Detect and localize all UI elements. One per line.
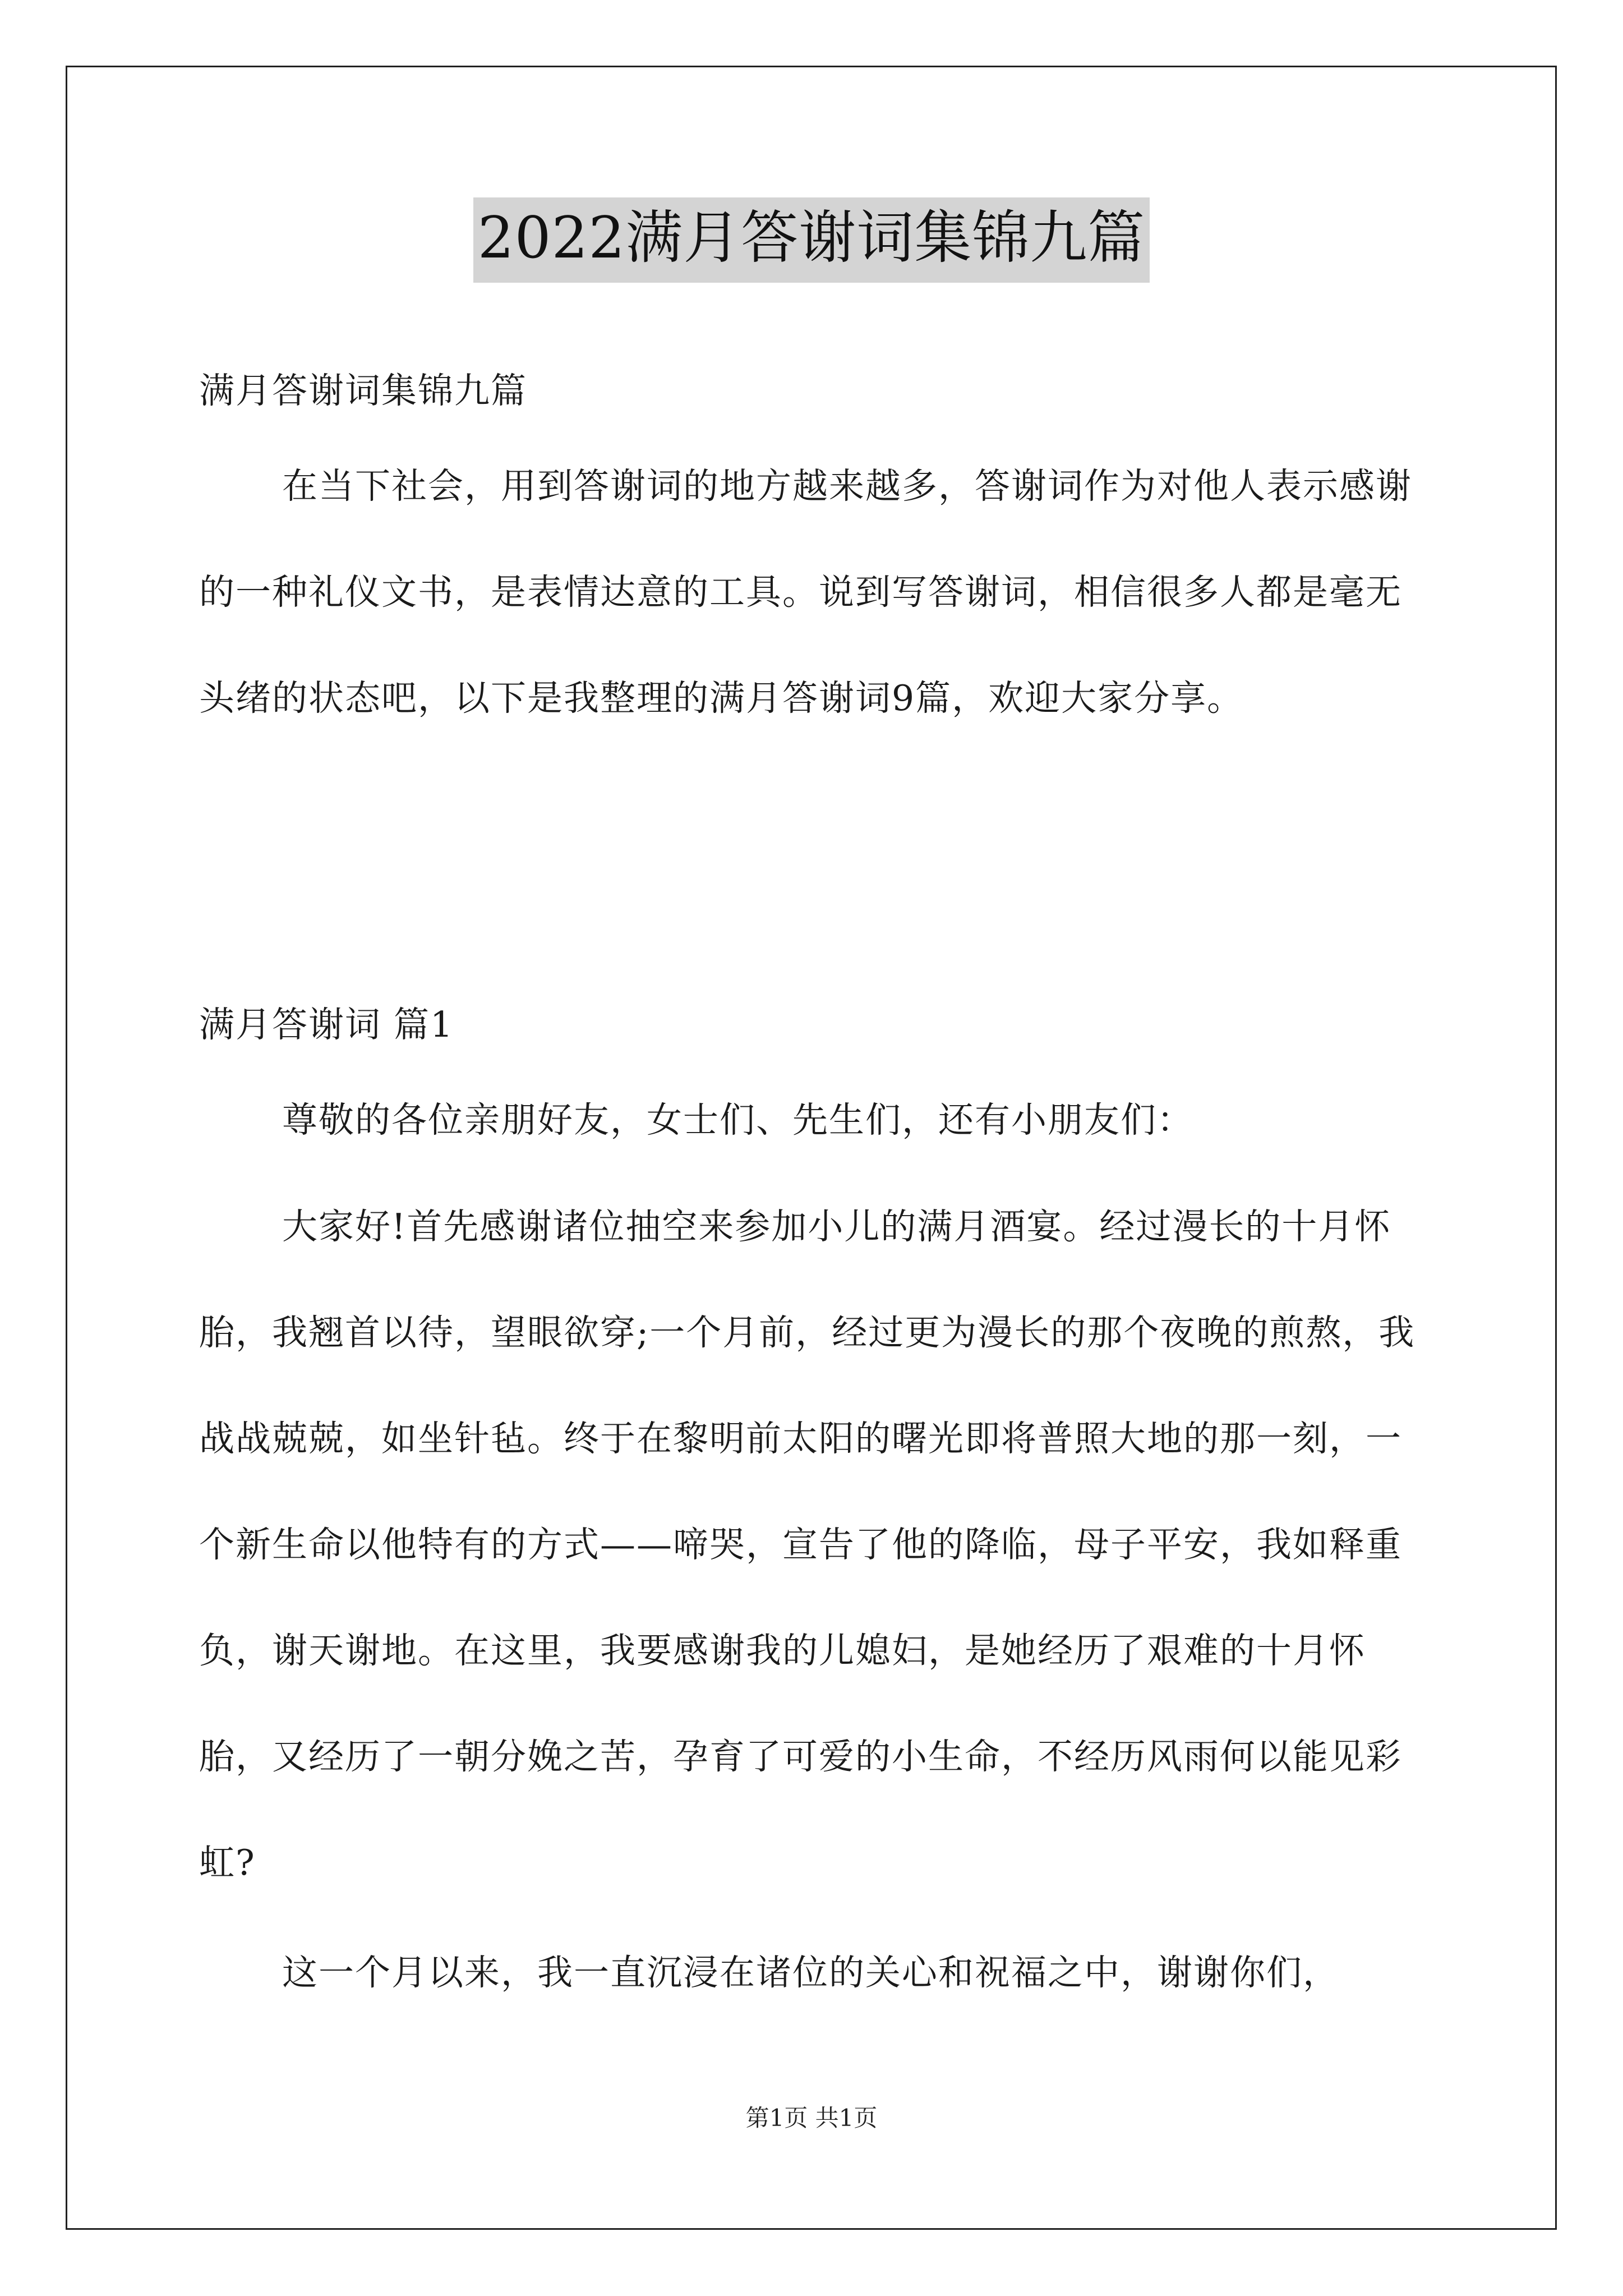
title-container [0,197,1623,283]
salutation-paragraph: 尊敬的各位亲朋好友，女士们、先生们，还有小朋友们： [282,1099,1193,1140]
page-number-footer: 第1页 共1页 [745,2104,878,2132]
document-title: 2022满月答谢词集锦九篇 [473,197,1150,283]
document-subtitle: 满月答谢词集锦九篇 [199,370,527,411]
intro-paragraph: 在当下社会，用到答谢词的地方越来越多，答谢词作为对他人表示感谢的一种礼仪文书，是表情达意的工具。说到写答谢词，相信很多人都是毫无头绪的状态吧，以下是我整理的满月答谢词9篇，欢迎大家分享。 [199,466,1412,719]
body-paragraph-1: 大家好!首先感谢诸位抽空来参加小儿的满月酒宴。经过漫长的十月怀胎，我翘首以待，望眼欲穿;一个月前，经过更为漫长的那个夜晚的煎熬，我战战兢兢，如坐针毡。终于在黎明前太阳的曙光即将普照大地的那一刻，一个新生命以他特有的方式——啼哭，宣告了他的降临，母子平安，我如释重负，谢天谢地。在这里，我要感谢我的儿媳妇，是她经历了艰难的十月怀胎，又经历了一朝分娩之苦，孕育了可爱的小生命，不经历风雨何以能见彩虹? [199,1206,1415,1883]
section-heading: 满月答谢词 篇1 [199,1004,454,1045]
body-paragraph-2: 这一个月以来，我一直沉浸在诸位的关心和祝福之中，谢谢你们， [282,1952,1339,1993]
